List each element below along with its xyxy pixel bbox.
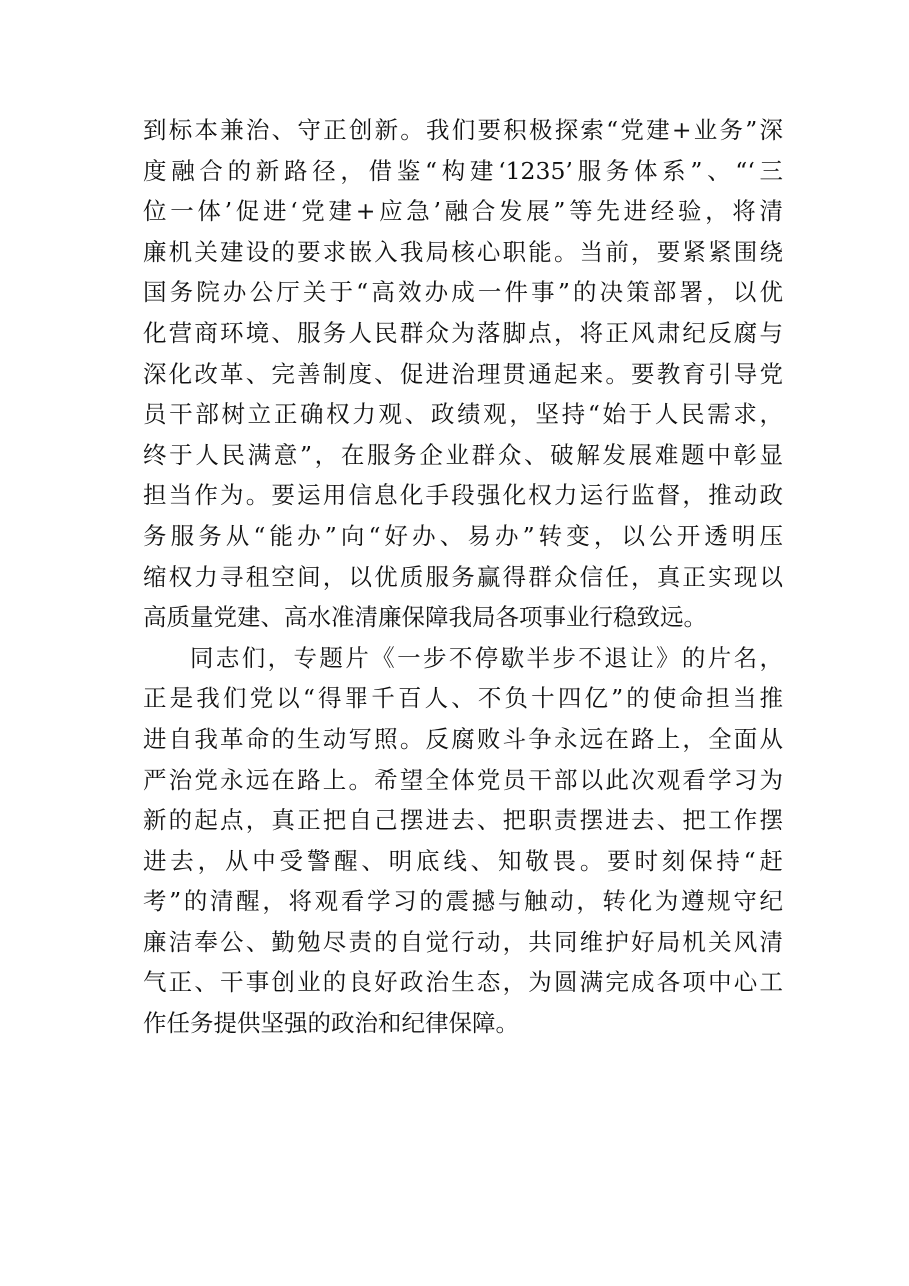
paragraph-1-line-10: 担当作为。要运用信息化手段强化权力运行监督，推动政 — [143, 481, 783, 510]
paragraph-1-line-9: 终于人民满意”，在服务企业群众、破解发展难题中彰显 — [143, 440, 783, 469]
paragraph-1-line-2: 度融合的新路径，借鉴“构建‘1235’服务体系”、“‘三 — [143, 156, 783, 185]
paragraph-1-line-1: 到标本兼治、守正创新。我们要积极探索“党建+业务”深 — [143, 116, 783, 144]
paragraph-2-line-3: 进自我革命的生动写照。反腐败斗争永远在路上，全面从 — [143, 724, 783, 753]
paragraph-1-line-8: 员干部树立正确权力观、政绩观，坚持“始于人民需求， — [143, 400, 783, 429]
document-body — [143, 110, 783, 1044]
paragraph-2-line-8: 廉洁奉公、勤勉尽责的自觉行动，共同维护好局机关风清 — [143, 927, 783, 956]
paragraph-1-line-7: 深化改革、完善制度、促进治理贯通起来。要教育引导党 — [143, 359, 783, 388]
paragraph-1-line-12: 缩权力寻租空间，以优质服务赢得群众信任，真正实现以 — [143, 562, 783, 591]
paragraph-1-line-13: 高质量党建、高水准清廉保障我局各项事业行稳致远。 — [143, 603, 707, 632]
paragraph-2-line-1: 同志们，专题片《一步不停歇半步不退让》的片名， — [190, 643, 783, 672]
paragraph-1-line-5: 国务院办公厅关于“高效办成一件事”的决策部署，以优 — [143, 278, 783, 307]
paragraph-1-line-6: 化营商环境、服务人民群众为落脚点，将正风肃纪反腐与 — [143, 318, 783, 347]
paragraph-2-line-10: 作任务提供坚强的政治和纪律保障。 — [143, 1009, 519, 1038]
paragraph-1-line-11: 务服务从“能办”向“好办、易办”转变，以公开透明压 — [143, 521, 783, 550]
paragraph-2-line-9: 气正、干事创业的良好政治生态，为圆满完成各项中心工 — [143, 968, 783, 997]
paragraph-2-line-7: 考”的清醒，将观看学习的震撼与触动，转化为遵规守纪 — [143, 887, 783, 916]
paragraph-1-line-4: 廉机关建设的要求嵌入我局核心职能。当前，要紧紧围绕 — [143, 237, 783, 266]
paragraph-2-line-6: 进去，从中受警醒、明底线、知敬畏。要时刻保持“赶 — [143, 846, 783, 875]
paragraph-1-line-3: 位一体’促进‘党建+应急’融合发展”等先进经验，将清 — [143, 197, 783, 226]
paragraph-2-line-2: 正是我们党以“得罪千百人、不负十四亿”的使命担当推 — [143, 684, 783, 713]
paragraph-2-line-4: 严治党永远在路上。希望全体党员干部以此次观看学习为 — [143, 765, 783, 794]
paragraph-2-line-5: 新的起点，真正把自己摆进去、把职责摆进去、把工作摆 — [143, 806, 783, 835]
